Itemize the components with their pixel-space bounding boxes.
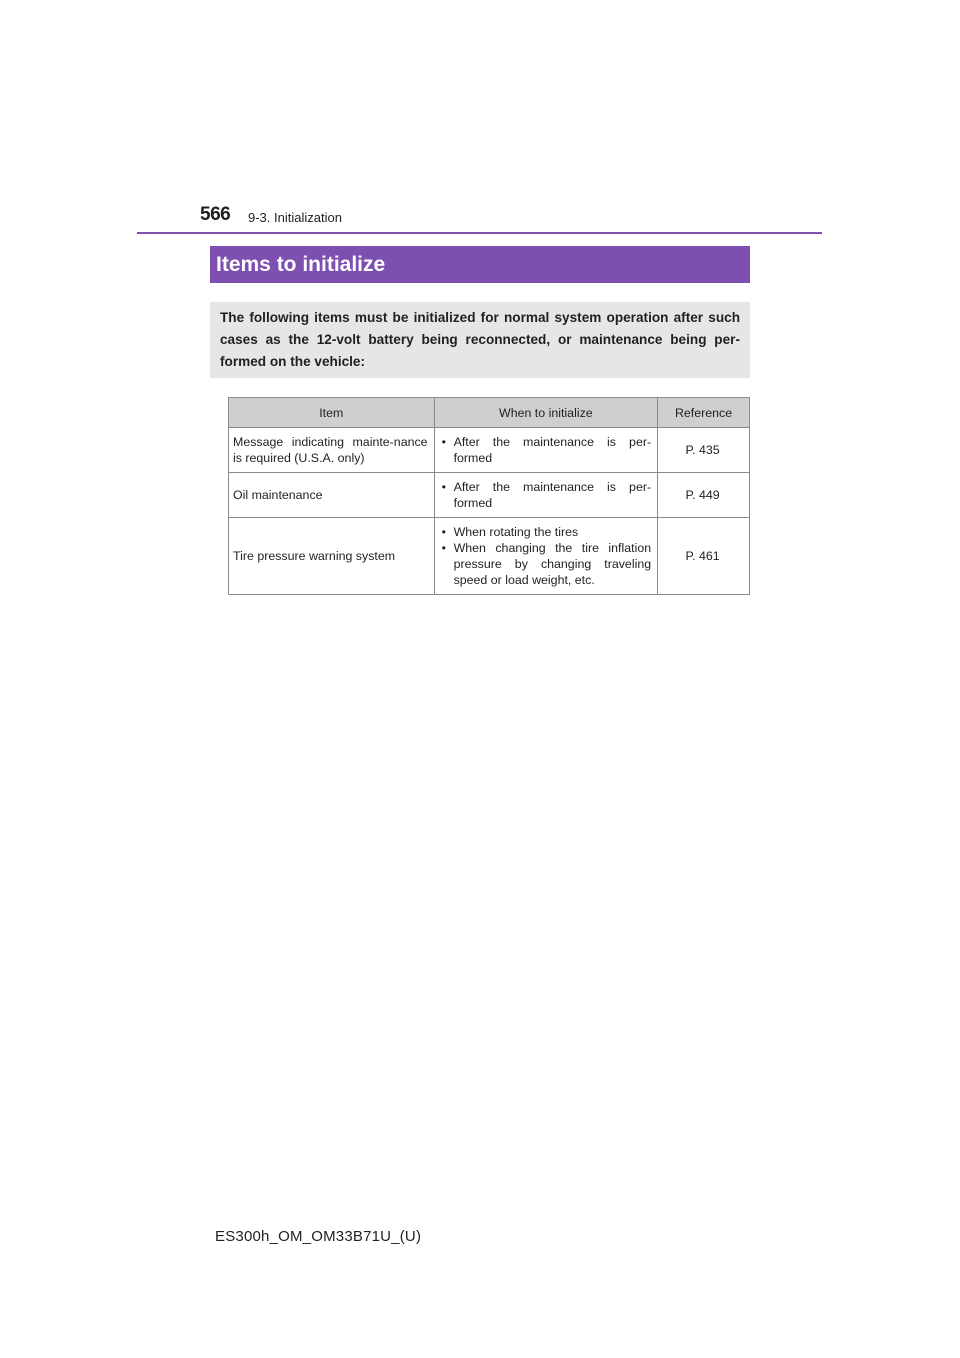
reference-cell: P. 461: [658, 518, 750, 595]
section-label: 9-3. Initialization: [248, 210, 342, 225]
table-row: [229, 518, 750, 595]
column-header-reference: Reference: [658, 398, 750, 428]
item-cell: Oil maintenance: [229, 473, 435, 518]
when-bullet: • When rotating the tires: [439, 524, 652, 540]
section-title: Items to initialize: [210, 246, 750, 283]
when-bullet: • When changing the tire inflation pressure by changing traveling speed or load weight, etc.: [439, 540, 652, 588]
page-header: [200, 204, 820, 230]
initialize-items-table: [228, 397, 750, 595]
table-header-row: [229, 398, 750, 428]
when-cell: [434, 473, 658, 518]
item-cell: Message indicating mainte-nance is required (U.S.A. only): [229, 428, 435, 473]
when-cell: [434, 518, 658, 595]
when-cell: [434, 428, 658, 473]
column-header-when: When to initialize: [434, 398, 658, 428]
when-bullet: • After the maintenance is per-formed: [439, 479, 652, 511]
header-divider: [137, 232, 822, 234]
column-header-item: Item: [229, 398, 435, 428]
table-row: [229, 428, 750, 473]
table-row: [229, 473, 750, 518]
item-cell: Tire pressure warning system: [229, 518, 435, 595]
reference-cell: P. 435: [658, 428, 750, 473]
intro-box: The following items must be initialized for normal system operation after such cases as the 12-volt battery being reconnected, or maintenance being per-formed on the vehicle:: [210, 302, 750, 378]
page-number: 566: [200, 204, 231, 225]
reference-cell: P. 449: [658, 473, 750, 518]
when-bullet: • After the maintenance is per-formed: [439, 434, 652, 466]
document-code: ES300h_OM_OM33B71U_(U): [215, 1228, 422, 1245]
